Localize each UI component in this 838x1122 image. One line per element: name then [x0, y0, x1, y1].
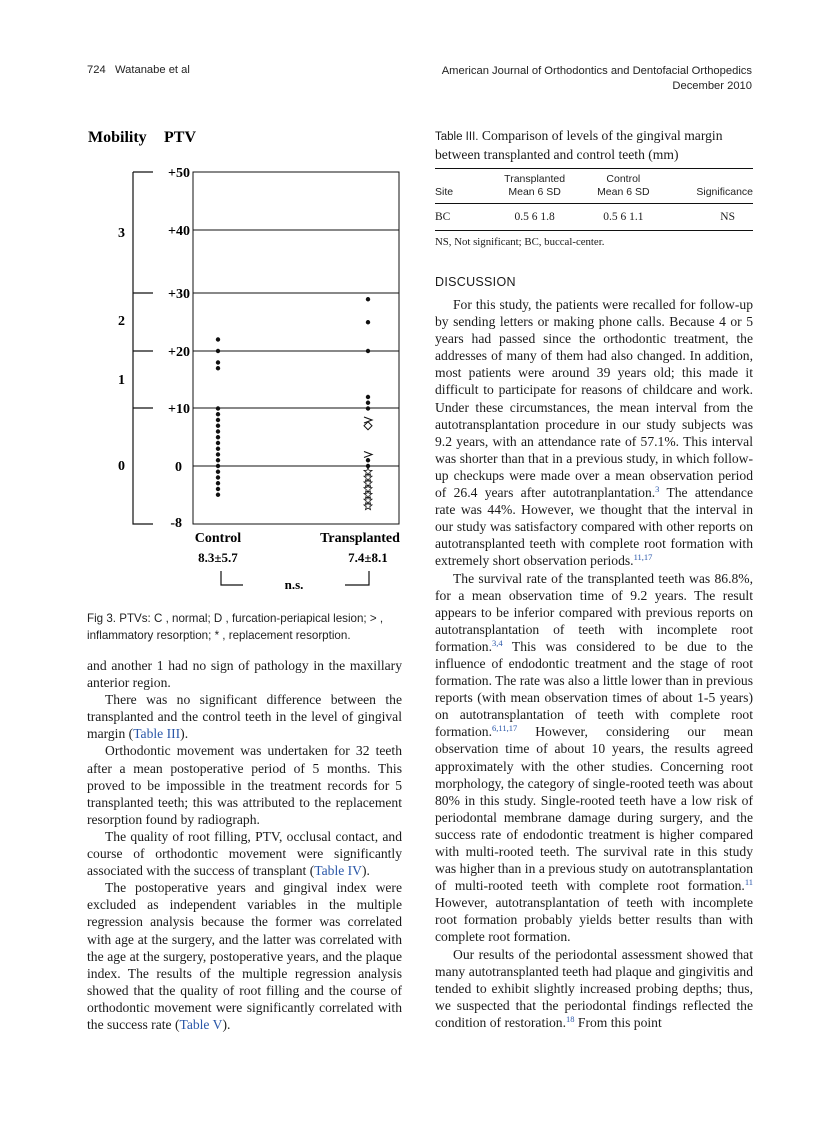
data-point-normal-0-11 — [216, 447, 220, 451]
paragraph: For this study, the patients were recalled for follow-up by sending letters or making phone calls. Because 4 or 5 years had passed since the orthodontic treatment, the addresses of many of them had also changed. In addition, most patients were around 39 years old; this made it difficult to participate for reasons of childcare and work. Under these circumstances, the mean interval from the autotransplantation procedure in our study subjects was 9.2 years, with an attendance rate of 57.1%. This interval was shorter than that in a previous study, in which follow-up checkups were made over a mean observation period of 26.4 years after autotranplantation.$^3$ The attendance rate was 44%. However, we thought that the interval in our study was satisfactory compared with other reports on autotransplanted teeth with complete root formation with extremely short observation periods.$^{11,17}$ — [435, 297, 753, 569]
ptv-tick-label-minus8: -8 — [170, 516, 182, 531]
table-3-footnote: NS, Not significant; BC, buccal-center. — [435, 235, 605, 248]
left-column-text — [87, 657, 402, 1033]
mobility-bracket — [133, 172, 153, 524]
data-point-normal-0-19 — [216, 493, 220, 497]
paragraph: Our results of the periodontal assessment showed that many autotransplanted teeth had plaque and gingivitis and tended to exhibit slightly increased probing depths; thus, we suspected that the periodontal findings reflected the condition of restoration.$^{18}$ From this point — [435, 946, 753, 1030]
data-point-normal-0-5 — [216, 412, 220, 416]
cell-transplanted: 0.5 6 1.8 — [514, 210, 555, 223]
reference[interactable]: 11 — [744, 877, 753, 888]
data-point-normal-1-3 — [366, 395, 370, 399]
data-point-normal-0-12 — [216, 452, 220, 456]
table-3 — [435, 127, 753, 248]
stat-control: 8.3±5.7 — [198, 550, 238, 565]
col-header-transplanted: Transplanted Mean 6 SD — [504, 172, 566, 198]
data-point-normal-0-9 — [216, 435, 220, 439]
data-point-normal-1-5 — [366, 406, 370, 410]
data-point-normal-1-6 — [366, 458, 370, 462]
paragraph: and another 1 had no sign of pathology in the maxillary anterior region. — [87, 658, 402, 691]
col-header-significance: Significance — [696, 185, 753, 198]
ptv-tick-label-40: +40 — [168, 224, 190, 239]
table-3-link[interactable]: Table III — [133, 726, 181, 742]
page-number: 724 — [87, 64, 106, 76]
mobility-level-1: 1 — [118, 373, 125, 388]
data-point-normal-1-0 — [366, 297, 370, 301]
mobility-level-0: 0 — [118, 459, 125, 474]
running-header-right — [442, 64, 752, 94]
axis-title-ptv: PTV — [164, 129, 196, 146]
data-point-replacement-resorption-4-6 — [364, 502, 372, 510]
table-3-label: Table III. — [435, 131, 479, 143]
data-point-normal-0-14 — [216, 464, 220, 468]
data-point-normal-0-16 — [216, 475, 220, 479]
data-point-normal-1-2 — [366, 349, 370, 353]
stat-transplanted: 7.4±8.1 — [348, 550, 388, 565]
axis-title-mobility: Mobility — [88, 129, 147, 146]
table-3-title: Table III. Comparison of levels of the gingival margin between transplanted and control teeth (mm) — [435, 128, 723, 162]
paragraph: The survival rate of the transplanted teeth was 86.8%, for a mean observation time of 9.2 years. The result appears to be inferior compared with previous reports on autotransplantation of teeth with incomplete root formation.$^{3,4}$ This was considered to be due to the influence of endodontic treatment and the stage of root formation. The rate was also a little lower than in previous reports (with mean observation times of about 1-5 years) on autotransplantation of teeth with complete root formation.$^{6,11,17}$ However, considering our mean observation time of about 10 years, the results agreed approximately with the other studies. Concerning root morphology, the category of single-rooted teeth was about 80% in this study. Single-rooted teeth have a low risk of periodontal membrane damage during surgery, and the success rate of endodontic treatment is higher compared with multi-rooted teeth. The survival rate in this study was higher than in a previous study on autotransplantation of multi-rooted teeth with complete root formation.$^{11}$ However, autotransplantation of teeth with incomplete root formation probably yields better results than with complete root formation. — [435, 570, 753, 945]
data-point-normal-1-1 — [366, 320, 370, 324]
group-label-transplanted: Transplanted — [320, 531, 400, 546]
data-point-normal-0-10 — [216, 441, 220, 445]
data-point-normal-0-2 — [216, 360, 220, 364]
journal-name: American Journal of Orthodontics and Dentofacial Orthopedics — [441, 65, 752, 77]
figure-caption: Fig 3. PTVs: C , normal; D , furcation-periapical lesion; > , inflammatory resorption; * , replacement resorption. — [87, 612, 384, 642]
figure-3-chart — [80, 122, 410, 594]
ptv-tick-label-30: +30 — [168, 287, 190, 302]
reference[interactable]: 3 — [655, 484, 660, 495]
reference[interactable]: 18 — [566, 1013, 575, 1024]
table-4-link[interactable]: Table IV — [314, 863, 363, 879]
col-header-site: Site — [435, 185, 454, 198]
paragraph: The postoperative years and gingival index were excluded as independent variables in the multiple regression analysis because the former was correlated with age at the surgery, and the latter was correlated with the age at the surgery, postoperative years, and the plaque index. The results of the multiple regression analysis showed that the quality of root filling and the course of orthodontic movement were significantly correlated with the success rate (Table V). — [87, 880, 402, 1032]
ptv-tick-label-10: +10 — [168, 402, 190, 417]
paragraph: There was no significant difference between the transplanted and the control teeth in the level of gingival margin (Table III). — [87, 692, 402, 742]
data-point-normal-0-3 — [216, 366, 220, 370]
significance-bracket-right — [345, 571, 369, 585]
discussion-text — [435, 296, 753, 1031]
journal-issue: December 2010 — [672, 80, 752, 92]
data-point-normal-0-17 — [216, 481, 220, 485]
data-point-normal-0-6 — [216, 418, 220, 422]
table-5-link[interactable]: Table V — [179, 1016, 223, 1032]
table-3-grid — [435, 169, 753, 231]
cell-site: BC — [435, 210, 451, 223]
significance-bracket-left — [221, 571, 243, 585]
group-label-control: Control — [194, 531, 242, 546]
table-row — [435, 203, 753, 230]
data-point-normal-0-0 — [216, 337, 220, 341]
data-point-inflammatory-resorption-2-1 — [364, 452, 372, 458]
mobility-level-3: 3 — [118, 226, 125, 241]
reference[interactable]: 6,11,17 — [492, 723, 518, 734]
mobility-level-2: 2 — [118, 314, 125, 329]
data-point-normal-0-8 — [216, 429, 220, 433]
running-header-left — [87, 64, 190, 76]
data-point-normal-0-18 — [216, 487, 220, 491]
col-header-control: Control Mean 6 SD — [597, 172, 650, 198]
data-point-normal-1-4 — [366, 401, 370, 405]
data-point-normal-0-7 — [216, 424, 220, 428]
cell-control: 0.5 6 1.1 — [603, 210, 644, 223]
cell-significance: NS — [720, 210, 735, 223]
chart-points — [216, 297, 372, 510]
discussion-heading: DISCUSSION — [435, 275, 516, 289]
ptv-tick-label-0: 0 — [175, 460, 182, 475]
reference[interactable]: 3,4 — [492, 637, 503, 648]
reference[interactable]: 11,17 — [633, 552, 653, 563]
data-point-normal-0-13 — [216, 458, 220, 462]
ptv-tick-label-50: +50 — [168, 166, 190, 181]
significance-label: n.s. — [284, 577, 304, 592]
ptv-tick-label-20: +20 — [168, 345, 190, 360]
data-point-normal-0-15 — [216, 470, 220, 474]
paragraph: Orthodontic movement was undertaken for 32 teeth after a mean postoperative period of 5 months. This proved to be impossible in the treatment records for 5 transplanted teeth; this was attributed to the replacement resorption found by radiograph. — [87, 743, 402, 827]
data-point-normal-0-1 — [216, 349, 220, 353]
paragraph: The quality of root filling, PTV, occlusal contact, and course of orthodontic movement were significantly associated with the success of transplant (Table IV). — [87, 828, 402, 879]
data-point-normal-0-4 — [216, 406, 220, 410]
running-authors: Watanabe et al — [115, 64, 190, 76]
